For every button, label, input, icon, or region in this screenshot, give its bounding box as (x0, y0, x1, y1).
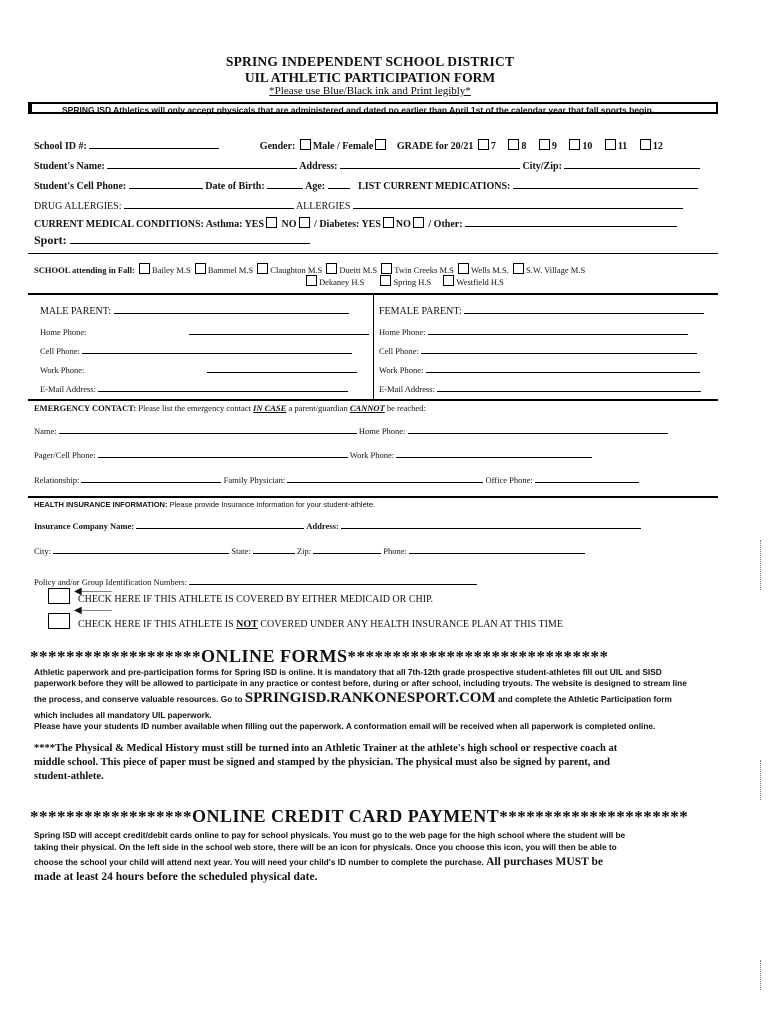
grade-9: 9 (551, 141, 557, 152)
grade-7-checkbox[interactable] (478, 139, 489, 150)
medications-label: LIST CURRENT MEDICATIONS: (358, 181, 511, 192)
school-row-1 (34, 263, 585, 275)
age-label: Age: (305, 181, 326, 192)
emergency-name-field[interactable] (59, 423, 357, 434)
payment-heading (30, 806, 688, 827)
grade-9-checkbox[interactable] (539, 139, 550, 150)
male-home-field[interactable] (189, 324, 369, 335)
male-cell-field[interactable] (82, 343, 352, 354)
pager-label: Pager/Cell Phone: (34, 450, 96, 460)
student-row-1 (34, 138, 663, 152)
claughton-checkbox[interactable] (257, 263, 268, 274)
insurance-company-field[interactable] (136, 518, 304, 529)
policy-label: Policy and/or Group Identification Numbers: (34, 577, 187, 587)
insurance-city-field[interactable] (53, 543, 229, 554)
grade-11: 11 (617, 141, 628, 152)
student-name-label: Student's Name: (34, 161, 105, 172)
dueitt-label: Dueitt M.S (339, 265, 378, 275)
grade-8-checkbox[interactable] (508, 139, 519, 150)
online-forms-p1a: Athletic paperwork and pre-participation forms for Spring ISD is online. It is mandatory that all 7th-12th grade prospective student-athletes fill out UIL and SISD (34, 667, 662, 677)
emergency-label: EMERGENCY CONTACT: (34, 403, 137, 413)
payment-p2: taking their physical. On the left side in the school web store, there will be an icon for physicals. Once you choose this icon, you will then be able to (34, 842, 617, 852)
arrow-icon: ◀——— (74, 586, 112, 597)
female-work-label: Work Phone: (379, 365, 424, 375)
female-parent-field[interactable] (464, 303, 704, 314)
emergency-text-a: Please list the emergency contact (138, 403, 251, 413)
emergency-row-1 (34, 423, 668, 436)
wells-checkbox[interactable] (458, 263, 469, 274)
emergency-work-label: Work Phone: (349, 450, 395, 460)
bammel-label: Bammel M.S (207, 265, 254, 275)
emergency-row-3 (34, 472, 639, 485)
scan-mark (760, 540, 761, 590)
district-title: SPRING INDEPENDENT SCHOOL DISTRICT (225, 54, 515, 69)
dekaney-checkbox[interactable] (306, 275, 317, 286)
policy-field[interactable] (189, 574, 477, 585)
diabetes-no-label: NO (395, 219, 411, 230)
male-parent-label: MALE PARENT: (40, 306, 112, 317)
cannot-text: CANNOT (349, 403, 385, 413)
address-field[interactable] (340, 158, 520, 169)
insurance-header (34, 500, 375, 509)
grade-label: GRADE for 20/21 (396, 141, 474, 152)
male-work-row (40, 362, 357, 375)
drug-allergies-field[interactable] (124, 198, 294, 209)
asthma-no-checkbox[interactable] (299, 217, 310, 228)
female-home-field[interactable] (428, 324, 688, 335)
emergency-text-c: be reached: (386, 403, 426, 413)
female-home-row (379, 324, 688, 337)
conditions-label: CURRENT MEDICAL CONDITIONS: Asthma: YES (34, 219, 265, 230)
bammel-checkbox[interactable] (195, 263, 206, 274)
school-label: SCHOOL attending in Fall: (34, 265, 135, 275)
insurance-phone-field[interactable] (409, 543, 585, 554)
student-cell-field[interactable] (129, 178, 203, 189)
divider (28, 253, 718, 254)
insurance-row-1 (34, 518, 641, 531)
diabetes-label: / Diabetes: YES (314, 219, 381, 230)
grade-12: 12 (652, 141, 663, 152)
insurance-phone-label: Phone: (383, 546, 407, 556)
male-cell-label: Cell Phone: (40, 346, 80, 356)
asthma-yes-checkbox[interactable] (266, 217, 277, 228)
rankone-link[interactable]: SPRINGISD.RANKONESPORT.COM (244, 690, 496, 706)
payment-p4: made at least 24 hours before the scheduled physical date. (34, 871, 318, 883)
spring-hs-checkbox[interactable] (380, 275, 391, 286)
online-forms-p1c-row (34, 690, 672, 706)
male-email-label: E-Mail Address: (40, 384, 96, 394)
student-name-field[interactable] (107, 158, 297, 169)
westfield-checkbox[interactable] (443, 275, 454, 286)
emergency-name-label: Name: (34, 426, 57, 436)
stars-left: ******************* (30, 647, 201, 666)
insurance-state-label: State: (231, 546, 251, 556)
physical-note-p2b: middle school. This piece of paper must be signed and stamped by the physician. The physical must also be signed by parent, and (34, 757, 610, 768)
other-field[interactable] (465, 216, 677, 227)
physician-field[interactable] (287, 472, 483, 483)
twin-creeks-checkbox[interactable] (381, 263, 392, 274)
divider (28, 399, 718, 401)
insurance-city-label: City: (34, 546, 52, 556)
twin-creeks-label: Twin Creeks M.S (394, 265, 454, 275)
male-work-label: Work Phone: (40, 365, 85, 375)
office-phone-label: Office Phone: (485, 475, 533, 485)
parents-divider (373, 295, 374, 399)
insurance-row-2 (34, 543, 585, 556)
wells-label: Wells M.S. (471, 265, 509, 275)
drug-allergies-label: DRUG ALLERGIES: (34, 201, 122, 212)
online-forms-heading (30, 646, 609, 667)
physician-label: Family Physician: (223, 475, 286, 485)
payment-p3-row (34, 857, 603, 868)
sport-field[interactable] (70, 233, 310, 244)
male-cell-row (40, 343, 352, 356)
dekaney-label: Dekaney H.S (319, 277, 365, 287)
school-id-field[interactable] (89, 138, 219, 149)
medicaid-checkbox[interactable] (48, 588, 70, 604)
payment-p3b: All purchases MUST be (486, 856, 603, 868)
city-zip-field[interactable] (564, 158, 700, 169)
scan-mark (760, 960, 761, 990)
emergency-home-field[interactable] (408, 423, 668, 434)
sport-label: Sport: (34, 233, 67, 247)
emergency-home-label: Home Phone: (358, 426, 406, 436)
grade-11-checkbox[interactable] (605, 139, 616, 150)
student-row-3 (34, 178, 698, 192)
gender-label: Gender: (259, 141, 296, 152)
dob-label: Date of Birth: (205, 181, 265, 192)
insurance-zip-field[interactable] (313, 543, 381, 554)
medications-field[interactable] (513, 178, 698, 189)
grade-10: 10 (582, 141, 593, 152)
bailey-checkbox[interactable] (139, 263, 150, 274)
female-email-field[interactable] (437, 381, 701, 392)
form-title: UIL ATHLETIC PARTICIPATION FORM (244, 70, 496, 85)
male-parent-row (40, 303, 349, 317)
male-email-field[interactable] (98, 381, 348, 392)
insurance-state-field[interactable] (253, 543, 295, 554)
address-label: Address: (299, 161, 338, 172)
claughton-label: Claughton M.S (270, 265, 323, 275)
bailey-label: Bailey M.S (151, 265, 191, 275)
male-home-label: Home Phone: (40, 327, 87, 337)
scan-mark (760, 760, 761, 800)
physical-date-banner: SPRING ISD Athletics will only accept physicals that are administered and dated no earlier than April 1st of the calendar year that fall sports begin. (28, 102, 718, 114)
online-forms-p1f: Please have your students ID number available when filling out the paperwork. A conformation email will be received when all paperwork is completed online. (34, 721, 656, 731)
physical-note-p2c: student-athlete. (34, 771, 104, 782)
female-cell-field[interactable] (421, 343, 697, 354)
divider (28, 496, 718, 498)
diabetes-no-checkbox[interactable] (413, 217, 424, 228)
female-home-label: Home Phone: (379, 327, 426, 337)
in-case-text: IN CASE (253, 403, 287, 413)
sw-village-label: S.W. Village M.S (525, 265, 586, 275)
westfield-label: Westfield H.S (456, 277, 504, 287)
ink-instruction: *Please use Blue/Black ink and Print legibly* (269, 85, 471, 97)
asthma-no-label: NO (281, 219, 297, 230)
insurance-text: Please provide Insurance Information for your student-athlete. (169, 500, 376, 509)
no-insurance-checkbox[interactable] (48, 613, 70, 629)
stars-right: ***************************** (347, 647, 609, 666)
male-checkbox[interactable] (300, 139, 311, 150)
insurance-label: HEALTH INSURANCE INFORMATION: (34, 500, 168, 509)
female-parent-label: FEMALE PARENT: (379, 306, 462, 317)
insurance-address-field[interactable] (341, 518, 641, 529)
relationship-label: Relationship: (34, 475, 80, 485)
no-insurance-text-b: COVERED UNDER ANY HEALTH INSURANCE PLAN AT THIS TIME (260, 619, 563, 630)
school-id-label: School ID #: (34, 141, 87, 152)
grade-7: 7 (490, 141, 496, 152)
not-text: NOT (236, 619, 258, 630)
allergies-label: ALLERGIES (295, 201, 351, 212)
no-insurance-row (78, 619, 563, 630)
female-email-row (379, 381, 701, 394)
arrow-icon: ◀——— (74, 605, 112, 616)
male-female-label: Male / Female (312, 141, 374, 152)
insurance-zip-label: Zip: (296, 546, 312, 556)
dueitt-checkbox[interactable] (326, 263, 337, 274)
sw-village-checkbox[interactable] (513, 263, 524, 274)
emergency-work-field[interactable] (396, 447, 592, 458)
physical-note-p2a: ****The Physical & Medical History must still be turned into an Athletic Trainer at the athlete's high school or respective coach at (34, 743, 618, 754)
student-cell-label: Student's Cell Phone: (34, 181, 127, 192)
relationship-field[interactable] (81, 472, 221, 483)
female-parent-row (379, 303, 704, 317)
male-work-field[interactable] (207, 362, 357, 373)
age-field[interactable] (328, 178, 350, 189)
student-row-5 (34, 216, 677, 230)
dob-field[interactable] (267, 178, 303, 189)
medicaid-text: CHECK HERE IF THIS ATHLETE IS COVERED BY EITHER MEDICAID OR CHIP. (78, 594, 433, 605)
male-home-row (40, 324, 369, 337)
online-forms-p1b: paperwork before they will be allowed to participate in any practice or contest before, during or after school, including tryouts. The website is designed to stream line (34, 678, 687, 688)
online-forms-p1c: the process, and conserve valuable resources. Go to (34, 694, 243, 704)
student-row-6 (34, 233, 310, 248)
grade-12-checkbox[interactable] (640, 139, 651, 150)
spring-hs-label: Spring H.S (393, 277, 432, 287)
female-cell-label: Cell Phone: (379, 346, 419, 356)
insurance-company-label: Insurance Company Name: (34, 521, 135, 531)
student-row-4 (34, 198, 683, 212)
online-forms-p1e: which includes all mandatory UIL paperwork. (34, 710, 212, 720)
female-work-row (379, 362, 700, 375)
online-forms-title: ONLINE FORMS (201, 646, 348, 666)
payment-title: ONLINE CREDIT CARD PAYMENT (192, 806, 500, 826)
allergies-field[interactable] (353, 198, 683, 209)
city-zip-label: City/Zip: (522, 161, 562, 172)
female-checkbox[interactable] (375, 139, 386, 150)
school-row-2 (304, 275, 504, 287)
payment-stars-right: ********************* (499, 807, 689, 826)
online-forms-p1d: and complete the Athletic Participation form (497, 694, 672, 704)
grade-10-checkbox[interactable] (569, 139, 580, 150)
payment-p1: Spring ISD will accept credit/debit cards online to pay for school physicals. You must go to the web page for the high school where the student will be (34, 830, 626, 840)
insurance-address-label: Address: (306, 521, 339, 531)
emergency-header (34, 403, 426, 413)
male-email-row (40, 381, 348, 394)
male-parent-field[interactable] (114, 303, 349, 314)
female-work-field[interactable] (426, 362, 700, 373)
grade-8: 8 (521, 141, 527, 152)
diabetes-yes-checkbox[interactable] (383, 217, 394, 228)
emergency-row-2 (34, 447, 592, 460)
female-cell-row (379, 343, 697, 356)
emergency-text-b: a parent/guardian (288, 403, 348, 413)
female-email-label: E-Mail Address: (379, 384, 435, 394)
no-insurance-text-a: CHECK HERE IF THIS ATHLETE IS (78, 619, 234, 630)
pager-field[interactable] (98, 447, 348, 458)
payment-p3: choose the school your child will attend next year. You will need your child's ID number to complete the purchase. (34, 857, 484, 867)
payment-stars-left: ****************** (30, 807, 192, 826)
student-row-2 (34, 158, 700, 172)
other-label: / Other: (428, 219, 463, 230)
office-phone-field[interactable] (535, 472, 639, 483)
